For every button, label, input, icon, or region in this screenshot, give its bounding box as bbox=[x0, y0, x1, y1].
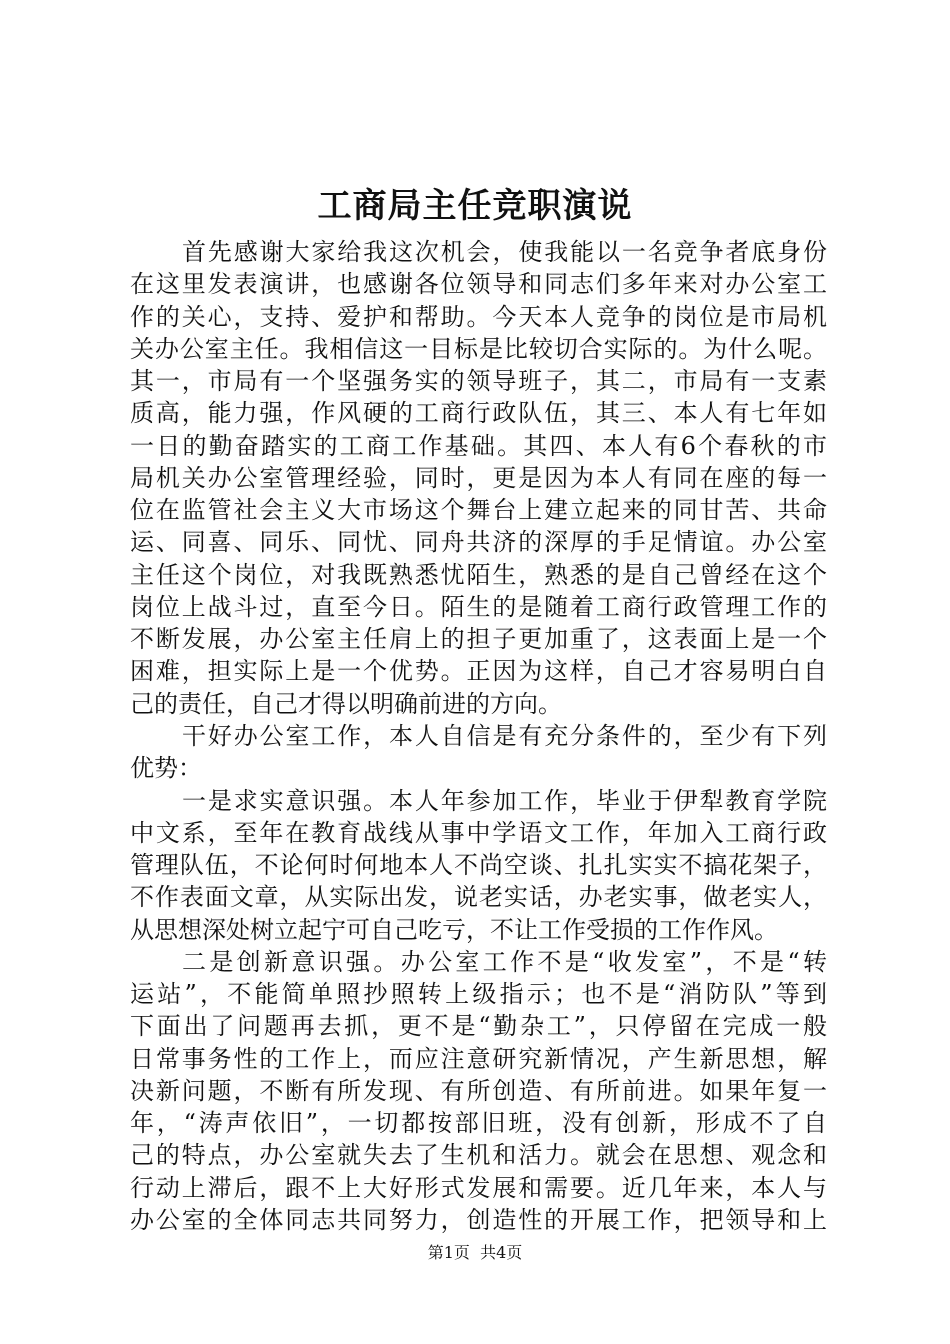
text-line: 在这里发表演讲，也感谢各位领导和同志们多年来对办公室工 bbox=[130, 270, 827, 299]
text-line: 不作表面文章，从实际出发，说老实话，办老实事，做老实人， bbox=[130, 883, 827, 912]
text-line: 中文系，至年在教育战线从事中学语文工作，年加入工商行政 bbox=[130, 818, 827, 847]
text-line: 不断发展，办公室主任肩上的担子更加重了，这表面上是一个 bbox=[130, 625, 827, 654]
text-line: 日常事务性的工作上，而应注意研究新情况，产生新思想，解 bbox=[130, 1044, 827, 1073]
text-line: 己的特点，办公室就失去了生机和活力。就会在思想、观念和 bbox=[130, 1141, 827, 1170]
text-line: 办公室的全体同志共同努力，创造性的开展工作，把领导和上 bbox=[130, 1205, 827, 1234]
document-body bbox=[130, 236, 827, 1236]
text-line: 关办公室主任。我相信这一目标是比较切合实际的。为什么呢。 bbox=[130, 334, 827, 363]
text-line: 作的关心，支持、爱护和帮助。今天本人竞争的岗位是市局机 bbox=[130, 302, 827, 331]
text-line: 运、同喜、同乐、同忧、同舟共济的深厚的手足情谊。办公室 bbox=[130, 528, 827, 557]
text-line: 下面出了问题再去抓，更不是“勤杂工”，只停留在完成一般 bbox=[130, 1012, 827, 1041]
text-line: 年，“涛声依旧”，一切都按部旧班，没有创新，形成不了自 bbox=[130, 1109, 827, 1138]
document-title: 工商局主任竞职演说 bbox=[317, 186, 633, 226]
text-line: 质高，能力强，作风硬的工商行政队伍，其三、本人有七年如 bbox=[130, 399, 827, 428]
text-line: 其一，市局有一个坚强务实的领导班子，其二，市局有一支素 bbox=[130, 367, 827, 396]
text-line: 行动上滞后，跟不上大好形式发展和需要。近几年来，本人与 bbox=[130, 1173, 827, 1202]
text-line: 位在监管社会主义大市场这个舞台上建立起来的同甘苦、共命 bbox=[130, 496, 827, 525]
text-line: 局机关办公室管理经验，同时，更是因为本人有同在座的每一 bbox=[130, 463, 827, 492]
text-line: 一日的勤奋踏实的工商工作基础。其四、本人有6个春秋的市 bbox=[130, 431, 827, 460]
page-total: 共4页 bbox=[480, 1243, 523, 1262]
text-line: 二是创新意识强。办公室工作不是“收发室”，不是“转 bbox=[182, 947, 827, 976]
page-footer bbox=[0, 1242, 950, 1264]
text-line: 岗位上战斗过，直至今日。陌生的是随着工商行政管理工作的 bbox=[130, 592, 827, 621]
text-line: 运站”，不能简单照抄照转上级指示；也不是“消防队”等到 bbox=[130, 980, 827, 1009]
page-number: 第1页 bbox=[427, 1243, 470, 1262]
text-line: 己的责任，自己才得以明确前进的方向。 bbox=[130, 689, 562, 718]
text-line: 干好办公室工作，本人自信是有充分条件的，至少有下列 bbox=[182, 721, 827, 750]
text-line: 决新问题，不断有所发现、有所创造、有所前进。如果年复一 bbox=[130, 1076, 827, 1105]
text-line: 一是求实意识强。本人年参加工作，毕业于伊犁教育学院 bbox=[182, 786, 827, 815]
text-line: 管理队伍，不论何时何地本人不尚空谈、扎扎实实不搞花架子， bbox=[130, 851, 827, 880]
text-line: 优势： bbox=[130, 754, 202, 783]
text-line: 主任这个岗位，对我既熟悉忧陌生，熟悉的是自己曾经在这个 bbox=[130, 560, 827, 589]
text-line: 从思想深处树立起宁可自己吃亏，不让工作受损的工作作风。 bbox=[130, 915, 778, 944]
text-line: 首先感谢大家给我这次机会，使我能以一名竞争者底身份 bbox=[182, 238, 827, 266]
text-line: 困难，担实际上是一个优势。正因为这样，自己才容易明白自 bbox=[130, 657, 827, 686]
